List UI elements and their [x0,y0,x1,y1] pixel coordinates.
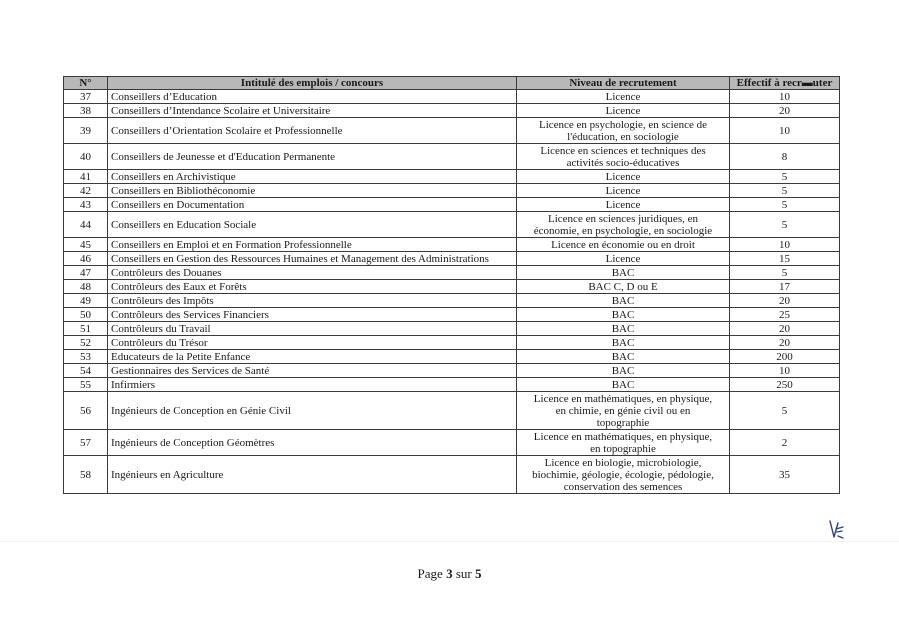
recruitment-count: 8 [730,144,840,170]
recruitment-level-line: Licence en mathématiques, en physique, [533,430,713,443]
recruitment-level-line: économie, en psychologie, en sociologie [533,224,713,237]
table-row [64,392,840,430]
recruitment-level [517,308,730,322]
job-title: Contrôleurs des Services Financiers [108,308,517,322]
row-number: 51 [64,322,108,336]
table-row [64,350,840,364]
recruitment-level-line: BAC [611,364,635,377]
footer-total-pages: 5 [474,566,482,581]
job-title: Contrôleurs du Travail [108,322,517,336]
row-number: 55 [64,378,108,392]
row-number: 58 [64,456,108,494]
header-row [64,77,840,90]
job-title: Contrôleurs des Douanes [108,266,517,280]
recruitment-level-line: Licence [605,184,641,197]
recruitment-level [517,364,730,378]
recruitment-level [517,266,730,280]
job-title: Contrôleurs des Eaux et Forêts [108,280,517,294]
recruitment-level-line: activités socio-éducatives [566,156,680,169]
row-number: 53 [64,350,108,364]
job-title: Conseillers de Jeunesse et d'Education Permanente [108,144,517,170]
table-row [64,378,840,392]
row-number: 45 [64,238,108,252]
row-number: 54 [64,364,108,378]
job-title: Conseillers d’Education [108,90,517,104]
row-number: 50 [64,308,108,322]
job-title: Conseillers en Documentation [108,198,517,212]
job-title: Contrôleurs du Trésor [108,336,517,350]
recruitment-level [517,184,730,198]
table-row [64,144,840,170]
recruitment-level [517,212,730,238]
table-row [64,90,840,104]
row-number: 57 [64,430,108,456]
table-row [64,322,840,336]
table-row [64,118,840,144]
recruitment-level-line: biochimie, géologie, écologie, pédologie, [532,468,714,481]
recruitment-count: 20 [730,336,840,350]
recruitment-level [517,378,730,392]
recruitment-level-line: Licence en sciences juridiques, en [548,212,698,225]
recruitment-count: 250 [730,378,840,392]
row-number: 47 [64,266,108,280]
recruitment-level-line: Licence [605,170,641,183]
recruitment-level-line: Licence [605,252,641,265]
recruitment-level-line: BAC [611,266,635,279]
job-title: Gestionnaires des Services de Santé [108,364,517,378]
recruitment-count: 25 [730,308,840,322]
recruitment-count: 10 [730,238,840,252]
recruitment-level-line: Licence en économie ou en droit [551,238,695,251]
job-title: Educateurs de la Petite Enfance [108,350,517,364]
recruitment-count: 5 [730,392,840,430]
table-row [64,266,840,280]
header-level: Niveau de recrutement [517,77,730,90]
recruitment-level-line: BAC [611,322,635,335]
recruitment-count: 10 [730,364,840,378]
recruitment-level-line: l'éducation, en sociologie [567,130,679,143]
recruitment-level-line: en chimie, en génie civil ou en [555,404,691,417]
recruitment-level-line: Licence en sciences et techniques des [540,144,706,157]
recruitment-count: 17 [730,280,840,294]
job-title: Ingénieurs de Conception en Génie Civil [108,392,517,430]
table-row [64,364,840,378]
table-row [64,170,840,184]
table-row [64,184,840,198]
row-number: 44 [64,212,108,238]
recruitment-level [517,104,730,118]
table-row [64,294,840,308]
recruitment-count: 5 [730,198,840,212]
row-number: 43 [64,198,108,212]
table-body [64,90,840,494]
recruitment-level [517,238,730,252]
recruitment-level-line: BAC C, D ou E [588,280,658,293]
table-row [64,238,840,252]
recruitment-level [517,456,730,494]
job-title: Conseillers en Emploi et en Formation Professionnelle [108,238,517,252]
recruitment-level-line: Licence [605,90,641,103]
recruitment-level [517,252,730,266]
footer-page-label: Page [417,566,443,581]
recruitment-level-line: BAC [611,336,635,349]
recruitment-table [63,76,840,494]
table-row [64,198,840,212]
recruitment-level-line: conservation des semences [563,480,683,493]
job-title: Infirmiers [108,378,517,392]
recruitment-level-line: Licence en biologie, microbiologie, [544,456,702,469]
recruitment-level [517,198,730,212]
job-title: Ingénieurs de Conception Géomètres [108,430,517,456]
row-number: 52 [64,336,108,350]
job-title: Conseillers en Bibliothéconomie [108,184,517,198]
recruitment-count: 20 [730,294,840,308]
table-row [64,308,840,322]
recruitment-level [517,170,730,184]
recruitment-count: 35 [730,456,840,494]
recruitment-count: 2 [730,430,840,456]
table-row [64,430,840,456]
row-number: 37 [64,90,108,104]
recruitment-count: 5 [730,170,840,184]
recruitment-level-line: Licence en psychologie, en science de [539,118,707,131]
job-title: Conseillers d’Orientation Scolaire et Professionnelle [108,118,517,144]
row-number: 46 [64,252,108,266]
header-count: Effectif à recr▬uter [730,77,840,90]
table-header [64,77,840,90]
recruitment-level [517,392,730,430]
recruitment-count: 5 [730,184,840,198]
recruitment-level [517,90,730,104]
recruitment-level [517,430,730,456]
recruitment-count: 200 [730,350,840,364]
recruitment-level [517,280,730,294]
footer-separator: sur [455,566,472,581]
table-row [64,104,840,118]
recruitment-level [517,336,730,350]
initials-mark-icon [827,519,845,541]
table-row [64,252,840,266]
row-number: 41 [64,170,108,184]
job-title: Conseillers en Archivistique [108,170,517,184]
job-title: Contrôleurs des Impôts [108,294,517,308]
header-title: Intitulé des emplois / concours [108,77,517,90]
recruitment-level-line: Licence [605,104,641,117]
recruitment-count: 15 [730,252,840,266]
recruitment-level [517,350,730,364]
header-num: N° [64,77,108,90]
recruitment-level-line: BAC [611,294,635,307]
recruitment-count: 5 [730,266,840,280]
recruitment-level [517,294,730,308]
recruitment-level-line: topographie [596,416,650,429]
footer-current-page: 3 [446,566,453,581]
job-title: Ingénieurs en Agriculture [108,456,517,494]
job-title: Conseillers en Gestion des Ressources Humaines et Management des Administrations [108,252,517,266]
row-number: 39 [64,118,108,144]
recruitment-level-line: BAC [611,350,635,363]
row-number: 48 [64,280,108,294]
job-title: Conseillers en Education Sociale [108,212,517,238]
recruitment-count: 20 [730,104,840,118]
recruitment-count: 10 [730,118,840,144]
recruitment-level-line: BAC [611,378,635,391]
row-number: 49 [64,294,108,308]
table-row [64,280,840,294]
page-divider [0,541,899,542]
table-row [64,212,840,238]
recruitment-level [517,322,730,336]
table-row [64,456,840,494]
row-number: 38 [64,104,108,118]
recruitment-count: 20 [730,322,840,336]
row-number: 56 [64,392,108,430]
recruitment-level-line: Licence en mathématiques, en physique, [533,392,713,405]
recruitment-level-line: en topographie [590,442,656,455]
recruitment-count: 5 [730,212,840,238]
recruitment-level-line: BAC [611,308,635,321]
recruitment-count: 10 [730,90,840,104]
row-number: 42 [64,184,108,198]
row-number: 40 [64,144,108,170]
recruitment-level [517,118,730,144]
table-row [64,336,840,350]
recruitment-level [517,144,730,170]
job-title: Conseillers d’Intendance Scolaire et Universitaire [108,104,517,118]
page-footer [0,566,899,582]
recruitment-level-line: Licence [605,198,641,211]
